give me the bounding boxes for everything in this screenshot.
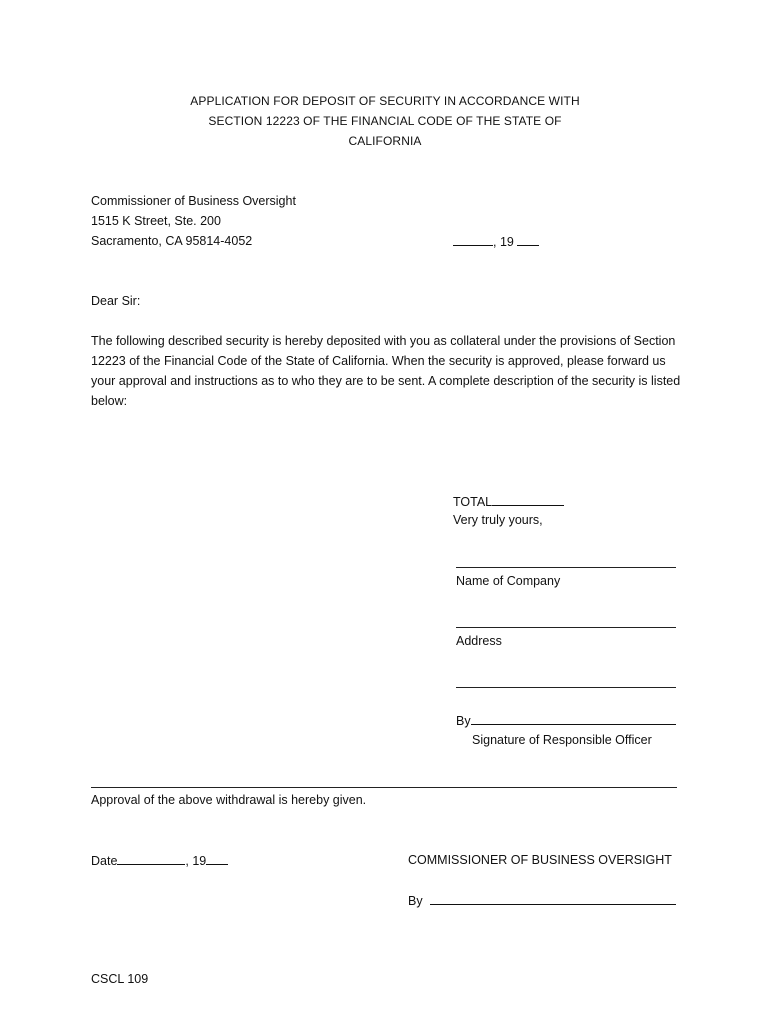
company-label: Name of Company [456,574,561,588]
form-number: CSCL 109 [91,972,149,986]
approval-year-blank[interactable] [206,853,228,865]
addressee-line-3: Sacramento, CA 95814-4052 [91,234,253,248]
title-line-3: CALIFORNIA [348,134,422,148]
approval-divider [91,787,677,788]
commissioner-by-label: By [408,894,423,908]
address-label: Address [456,634,502,648]
company-signature-line[interactable] [456,567,676,568]
date-day-blank[interactable] [453,234,493,246]
date-year-blank[interactable] [517,234,539,246]
addressee-line-1: Commissioner of Business Oversight [91,194,296,208]
officer-by-label: By [456,714,471,728]
approval-date-separator: , 19 [185,854,207,868]
officer-signature-blank[interactable] [471,713,676,725]
officer-by-field[interactable] [456,713,676,728]
approval-date-field[interactable] [91,853,228,868]
address-line-2[interactable] [456,687,676,688]
body-paragraph: The following described security is hereby deposited with you as collateral under the provisions of Section 12223 of the Financial Code of the State of California. When the security is approved, please forward us your approval and instructions as to who they are to be sent. A complete description of the security is listed below: [91,334,681,408]
salutation: Dear Sir: [91,294,141,308]
addressee-line-2: 1515 K Street, Ste. 200 [91,214,221,228]
date-separator: , 19 [493,235,514,249]
officer-label: Signature of Responsible Officer [472,733,652,747]
approval-date-blank[interactable] [117,853,185,865]
approval-text: Approval of the above withdrawal is hereby given. [91,793,367,807]
total-field[interactable] [453,494,564,509]
date-field[interactable] [453,234,539,249]
title-line-2: SECTION 12223 OF THE FINANCIAL CODE OF THE STATE OF [208,114,562,128]
total-blank[interactable] [492,494,564,506]
address-signature-line[interactable] [456,627,676,628]
commissioner-signature-blank[interactable] [430,893,676,905]
total-label: TOTAL [453,495,493,509]
commissioner-by-field[interactable] [408,893,676,908]
commissioner-label: COMMISSIONER OF BUSINESS OVERSIGHT [408,853,672,867]
title-line-1: APPLICATION FOR DEPOSIT OF SECURITY IN ACCORDANCE WITH [190,94,580,108]
approval-date-label: Date [91,854,118,868]
closing: Very truly yours, [453,513,543,527]
